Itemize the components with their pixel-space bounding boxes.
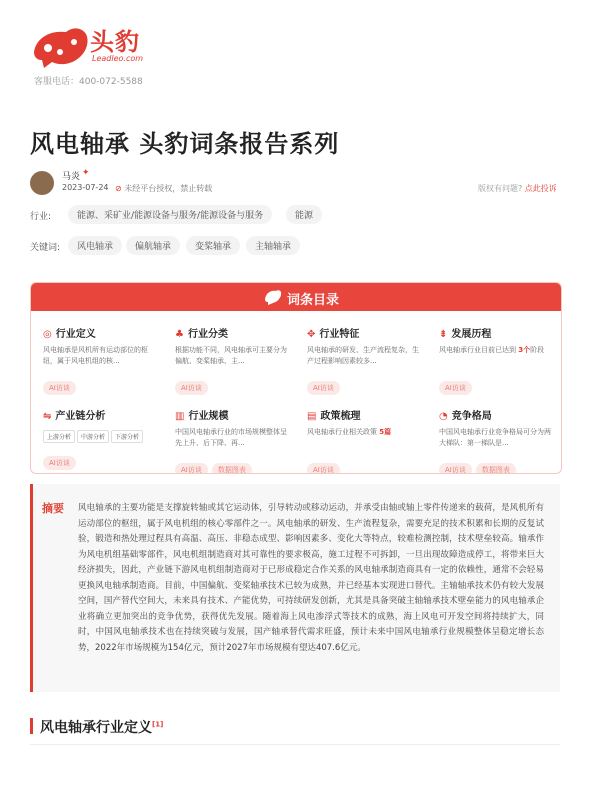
toc-item-title: 政策梳理 <box>320 411 361 422</box>
page-title: 风电轴承 头豹词条报告系列 <box>30 130 340 158</box>
downstream-chip[interactable]: 下游分析 <box>111 430 143 443</box>
brand-url: Leadleo.com <box>92 54 144 63</box>
keyword-tag[interactable]: 偏航轴承 <box>126 236 180 255</box>
toc-item-chain[interactable] <box>43 407 161 470</box>
hotline: 客服电话：400-072-5588 <box>34 77 143 87</box>
industry-tag[interactable]: 能源 <box>286 205 322 224</box>
midstream-chip[interactable]: 中游分析 <box>77 430 109 443</box>
toc-item-title: 行业分类 <box>187 329 228 340</box>
copyright-notice <box>115 183 212 194</box>
ai-interview-pill[interactable]: AI访谈 <box>307 463 340 474</box>
chain-icon: ⇋ <box>43 411 52 422</box>
ai-interview-pill[interactable]: AI访谈 <box>43 456 76 470</box>
feature-icon: ✥ <box>307 329 316 340</box>
toc-item-desc: 中国风电轴承行业的市场规模整体呈先上升、后下降、再... <box>175 428 287 447</box>
data-chart-pill[interactable]: 数据图表 <box>212 463 252 474</box>
magnify-icon: ◎ <box>43 329 52 340</box>
data-chart-pill[interactable]: 数据图表 <box>476 463 516 474</box>
ai-interview-pill[interactable]: AI访谈 <box>175 463 208 474</box>
keyword-tag[interactable]: 变桨轴承 <box>186 236 240 255</box>
feedback-prefix: 版权有问题? <box>478 184 523 193</box>
ai-interview-pill[interactable]: AI访谈 <box>175 381 208 395</box>
toc-item-title: 行业定义 <box>55 329 96 340</box>
section-title: 风电轴承行业定义[1] <box>40 720 164 736</box>
bar-chart-icon: ▥ <box>175 411 185 422</box>
upstream-chip[interactable]: 上游分析 <box>43 430 75 443</box>
divider <box>30 744 560 745</box>
toc-item-scale[interactable] <box>175 407 293 474</box>
timeline-icon: ⇟ <box>439 329 448 340</box>
ban-icon: ⊘ <box>115 184 122 193</box>
keyword-tag[interactable]: 风电轴承 <box>68 236 122 255</box>
toc-item-desc: 风电轴承的研发、生产流程复杂，生产过程影响因素较多... <box>307 346 419 365</box>
toc-item-desc: 根据功能不同，风电轴承可主要分为偏航、变桨轴承、主... <box>175 346 287 365</box>
leopard-logo-icon <box>263 287 283 307</box>
toc-item-history[interactable] <box>439 325 557 395</box>
toc-header <box>31 283 561 311</box>
copyright-text: 未经平台授权，禁止转载 <box>124 184 213 193</box>
footnote-ref[interactable]: [1] <box>152 720 164 729</box>
summary-accent-bar <box>30 484 33 692</box>
pie-chart-icon: ◔ <box>439 411 448 422</box>
toc-item-desc: 风电轴承是风机所有运动部位的枢纽，属于风电机组的核... <box>43 346 148 365</box>
toc-item-competition[interactable] <box>439 407 557 474</box>
toc-item-title: 竞争格局 <box>451 411 492 422</box>
ai-interview-pill[interactable]: AI访谈 <box>307 381 340 395</box>
toc-item-desc: 风电轴承行业目前已达到 3个阶段 <box>439 346 545 354</box>
section-accent-bar <box>30 718 33 734</box>
toc-item-title: 发展历程 <box>451 329 492 340</box>
toc-item-title: 产业链分析 <box>55 411 106 422</box>
summary-label: 摘要 <box>42 502 64 515</box>
brand-name: 头豹 <box>90 28 140 56</box>
policy-icon: ▤ <box>307 411 317 422</box>
ai-interview-pill[interactable]: AI访谈 <box>439 381 472 395</box>
ai-interview-pill[interactable]: AI访谈 <box>439 463 472 474</box>
ai-interview-pill[interactable]: AI访谈 <box>43 381 76 395</box>
industry-tag[interactable]: 能源、采矿业/能源设备与服务/能源设备与服务 <box>68 205 272 224</box>
avatar <box>30 171 54 195</box>
report-link[interactable]: 点此投诉 <box>524 184 557 193</box>
keywords-label: 关键词: <box>30 243 61 253</box>
verified-icon: ✦ <box>82 168 90 178</box>
toc-item-policy[interactable] <box>307 407 425 474</box>
keyword-tag[interactable]: 主轴轴承 <box>246 236 300 255</box>
toc-item-definition[interactable] <box>43 325 161 395</box>
toc-panel <box>30 282 562 474</box>
toc-item-desc: 中国风电轴承行业竞争格局可分为两大梯队：第一梯队是... <box>439 428 551 447</box>
toc-title: 词条目录 <box>287 293 340 308</box>
toc-item-classification[interactable] <box>175 325 293 395</box>
industry-label: 行业: <box>30 212 52 222</box>
summary-box <box>30 484 560 692</box>
summary-text: 风电轴承的主要功能是支撑旋转轴或其它运动体，引导转动或移动运动，并承受由轴或轴上零件传递来的载荷，是风机所有运动部位的枢纽，属于风电机组的核心零部件之一。风电轴承的研发、生产流程复杂，需要充足的技术积累和长期的反复试验，锻造和热处理过程具有高温、高压、非稳态成型、影响因素多、变化大等特点，较难检测控制，技术壁垒较高。轴承作为风电机组基础零部件，风电机组制造商对其可靠性的要求极高，施工过程不可拆卸，一旦出现故障造成停工，将带来巨大经济损失，因此，产业链下游风电机组制造商对于已形成稳定合作关系的风电轴承制造商具有一定的依赖性，通常不会轻易更换风电轴承制造商。目前，中国偏航、变桨轴承技术已较为成熟，并已经基本实现进口替代。主轴轴承技术仍有较大发展空间，国产替代空间大，未来具有技术、产能优势，可持续研发创新，尤其是具备突破主轴轴承技术壁垒能力的风电轴承企业将确立更加突出的竞争优势，获得优先发展。随着海上风电渗浮式等技术的成熟，海上风电可开发空间将持续扩大，同时，中国风电轴承技术也在持续突破与发展，国产轴承替代需求旺盛，预计未来中国风电轴承行业规模整体呈稳定增长态势，2022年市场规模为154亿元，预计2027年市场规模有望达407.6亿元。 <box>78 503 544 653</box>
author-name[interactable]: 马炎 <box>62 172 81 182</box>
toc-item-title: 行业规模 <box>188 411 229 422</box>
feedback <box>478 183 557 194</box>
toc-item-title: 行业特征 <box>319 329 360 340</box>
tree-icon: ♣ <box>175 329 184 340</box>
toc-item-desc: 风电轴承行业相关政策 5篇 <box>307 428 392 436</box>
toc-item-features[interactable] <box>307 325 425 395</box>
publish-date: 2023-07-24 <box>62 183 109 192</box>
